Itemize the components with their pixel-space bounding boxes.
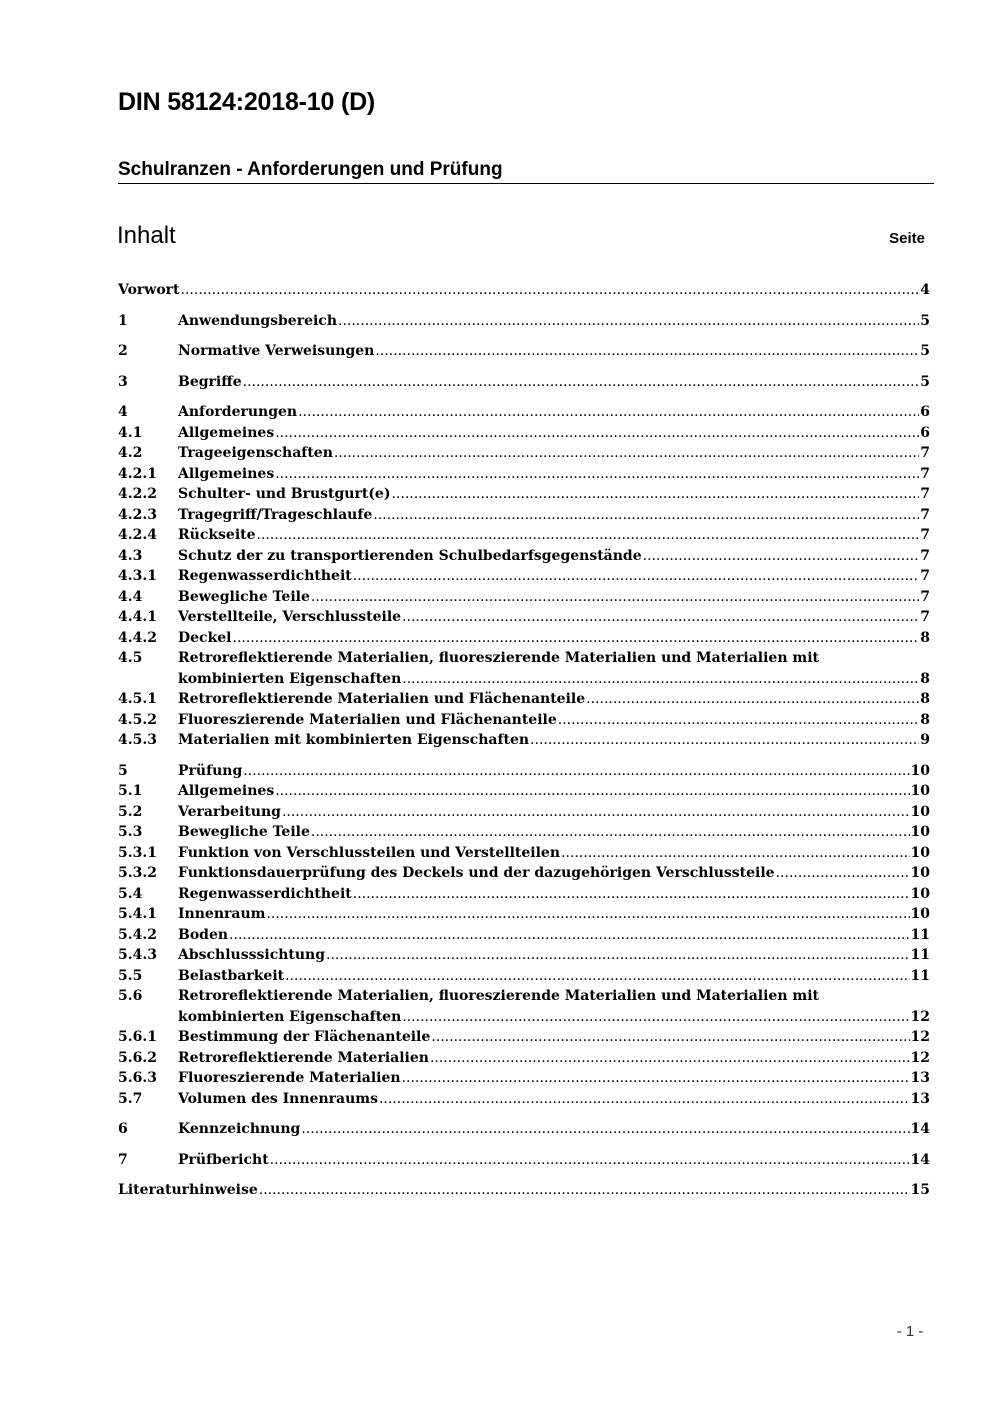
toc-entry-title-continuation: kombinierten Eigenschaften: [178, 1008, 402, 1025]
toc-entry[interactable]: [118, 464, 930, 485]
toc-entry-number: 3: [118, 373, 128, 390]
toc-entry[interactable]: [118, 1027, 930, 1048]
toc-entry[interactable]: [118, 311, 930, 332]
toc-entry-page: 10: [910, 906, 930, 922]
toc-dot-leader: [334, 443, 919, 464]
toc-entry-title: Schutz der zu transportierenden Schulbedarfsgegenstände: [178, 547, 642, 564]
toc-entry-number: 4.4: [118, 588, 143, 605]
toc-entry-page: 7: [920, 506, 930, 523]
toc-entry-number: 4.4.2: [118, 629, 157, 646]
toc-dot-leader: [311, 587, 919, 608]
toc-entry-page: 7: [920, 588, 930, 605]
toc-entry-title: Anwendungsbereich: [178, 312, 337, 329]
toc-dot-leader: [558, 710, 919, 731]
toc-entry-title: Anforderungen: [178, 404, 298, 420]
toc-dot-leader: [282, 802, 910, 823]
toc-dot-leader: [530, 730, 919, 751]
toc-entry-title: Retroreflektierende Materialien: [178, 1049, 429, 1066]
toc-entry-number: 5.3: [118, 824, 143, 840]
toc-entry-number: 5.6.1: [118, 1029, 157, 1045]
toc-dot-leader: [257, 525, 920, 546]
toc-entry[interactable]: [118, 689, 930, 710]
toc-entry-title: Materialien mit kombinierten Eigenschaften: [178, 732, 530, 748]
toc-entry-page: 9: [920, 732, 930, 748]
toc-entry[interactable]: [118, 822, 930, 843]
toc-entry[interactable]: [118, 781, 930, 802]
toc-dot-leader: [373, 505, 919, 526]
toc-entry[interactable]: [118, 863, 930, 884]
toc-entry-title: Verstellteile, Verschlussteile: [178, 609, 402, 625]
toc-entry-title: Kennzeichnung: [178, 1121, 301, 1137]
toc-entry-title: Fluoreszierende Materialien: [178, 1070, 401, 1086]
toc-entry[interactable]: [118, 372, 930, 393]
toc-entry-page: 5: [920, 343, 930, 359]
toc-entry-page: 8: [920, 691, 930, 707]
toc-entry-title: Innenraum: [178, 906, 266, 922]
toc-entry-title: Vorwort: [118, 282, 180, 298]
toc-dot-leader: [353, 566, 920, 587]
toc-entry-number: 5.5: [118, 967, 143, 984]
toc-heading: Inhalt: [117, 222, 176, 249]
toc-dot-leader: [391, 484, 919, 505]
toc-dot-leader: [353, 884, 910, 905]
toc-entry-page: 10: [910, 783, 930, 799]
document-title: Schulranzen - Anforderungen und Prüfung: [118, 159, 503, 180]
toc-entry[interactable]: [118, 1180, 930, 1201]
toc-entry-title: Tragegriff/Trageschlaufe: [178, 506, 373, 523]
toc-entry-page: 7: [920, 547, 930, 564]
toc-dot-leader: [311, 822, 910, 843]
toc-entry[interactable]: [118, 730, 930, 751]
toc-dot-leader: [275, 464, 919, 485]
toc-entry-number: 4.2.2: [118, 486, 157, 502]
toc-entry[interactable]: [118, 884, 930, 905]
toc-entry-number: 1: [118, 312, 128, 329]
toc-entry-title: Belastbarkeit: [178, 967, 285, 984]
toc-entry-page: 7: [920, 445, 930, 461]
toc-entry-title: Retroreflektierende Materialien, fluoreszierende Materialien und Materialien mit: [178, 650, 819, 666]
toc-entry[interactable]: [118, 443, 930, 464]
toc-entry-number: 4.3: [118, 547, 143, 564]
toc-entry-number: 4.2: [118, 445, 143, 461]
toc-entry-page: 10: [910, 885, 930, 902]
toc-entry-page: 10: [910, 844, 930, 861]
toc-entry-title: Allgemeines: [178, 465, 275, 482]
toc-dot-leader: [430, 1048, 910, 1069]
toc-entry-title: Prüfbericht: [178, 1151, 269, 1168]
toc-entry-title: Deckel: [178, 629, 232, 646]
toc-entry-number: 4.2.1: [118, 465, 157, 482]
toc-entry-page: 10: [910, 803, 930, 820]
toc-entry-number: 7: [118, 1151, 128, 1168]
toc-dot-leader: [379, 1089, 910, 1110]
toc-entry-number: 5.7: [118, 1090, 143, 1107]
toc-dot-leader: [229, 925, 909, 946]
toc-entry[interactable]: [118, 587, 930, 608]
toc-dot-leader: [259, 1180, 910, 1201]
toc-entry-title: Abschlusssichtung: [178, 947, 326, 963]
toc-entry[interactable]: [118, 986, 930, 1007]
toc-entry-page: 7: [920, 486, 930, 502]
toc-entry[interactable]: [118, 402, 930, 423]
toc-entry-number: 4: [118, 404, 128, 420]
title-divider: [118, 183, 934, 184]
toc-entry-title: Retroreflektierende Materialien, fluoreszierende Materialien und Materialien mit: [178, 988, 819, 1004]
toc-entry-number: 5.6.2: [118, 1049, 157, 1066]
toc-entry-title: Bewegliche Teile: [178, 824, 310, 840]
toc-entry[interactable]: [118, 628, 930, 649]
toc-entry-page: 4: [920, 282, 930, 298]
toc-entry-page: 8: [920, 670, 930, 687]
toc-entry-number: 4.4.1: [118, 609, 157, 625]
toc-dot-leader: [338, 311, 919, 332]
toc-entry[interactable]: [118, 761, 930, 782]
toc-entry-page: 5: [920, 312, 930, 329]
toc-entry-number: 4.2.4: [118, 527, 157, 543]
toc-dot-leader: [275, 781, 909, 802]
toc-dot-leader: [643, 546, 920, 567]
toc-entry-number: 4.5.1: [118, 691, 157, 707]
toc-dot-leader: [586, 689, 919, 710]
toc-entry-number: 5.2: [118, 803, 143, 820]
toc-entry-page: 6: [920, 424, 930, 441]
toc-entry[interactable]: [118, 423, 930, 444]
toc-entry[interactable]: [118, 945, 930, 966]
toc-entry-page: 11: [910, 926, 930, 943]
toc-entry-number: 5.4.2: [118, 926, 157, 943]
toc-entry-title: Literaturhinweise: [118, 1182, 258, 1198]
toc-entry-number: 4.3.1: [118, 568, 157, 584]
toc-entry-title: Funktion von Verschlussteilen und Verstellteilen: [178, 844, 560, 861]
table-of-contents: [118, 280, 930, 1201]
toc-dot-leader: [270, 1150, 910, 1171]
toc-entry-number: 5.6: [118, 988, 143, 1004]
toc-dot-leader: [301, 1119, 909, 1140]
toc-entry-number: 2: [118, 343, 128, 359]
toc-entry-number: 5.3.2: [118, 865, 157, 881]
toc-entry-title-continuation: kombinierten Eigenschaften: [178, 670, 402, 687]
toc-entry-title: Funktionsdauerprüfung des Deckels und der dazugehörigen Verschlussteile: [178, 865, 775, 881]
toc-entry[interactable]: [118, 802, 930, 823]
toc-entry-page: 15: [910, 1182, 930, 1198]
toc-entry[interactable]: [118, 607, 930, 628]
toc-entry[interactable]: [118, 966, 930, 987]
toc-dot-leader: [275, 423, 919, 444]
toc-entry-number: 5.4: [118, 885, 143, 902]
toc-entry-page: 7: [920, 609, 930, 625]
toc-dot-leader: [561, 843, 910, 864]
toc-entry-title: Regenwasserdichtheit: [178, 885, 352, 902]
toc-entry[interactable]: [118, 525, 930, 546]
toc-entry-number: 4.2.3: [118, 506, 157, 523]
toc-dot-leader: [375, 341, 919, 362]
toc-entry[interactable]: [118, 1089, 930, 1110]
toc-dot-leader: [233, 628, 920, 649]
toc-entry-page: 10: [910, 762, 930, 779]
toc-entry-page: 10: [910, 824, 930, 840]
toc-entry-number: 5.1: [118, 783, 143, 799]
toc-entry-page: 12: [910, 1008, 930, 1025]
toc-entry-number: 4.5: [118, 650, 143, 666]
toc-entry-page: 6: [920, 404, 930, 420]
toc-entry-page: 11: [910, 947, 930, 963]
toc-entry-number: 5.4.3: [118, 947, 157, 963]
toc-entry-title: Boden: [178, 926, 229, 943]
toc-entry-title: Schulter- und Brustgurt(e): [178, 486, 391, 502]
toc-dot-leader: [402, 1007, 909, 1028]
document-number: DIN 58124:2018-10 (D): [118, 88, 376, 116]
toc-dot-leader: [243, 372, 920, 393]
toc-entry-title: Volumen des Innenraums: [178, 1090, 378, 1107]
toc-entry-number: 6: [118, 1121, 128, 1137]
toc-entry-page: 8: [920, 629, 930, 646]
toc-dot-leader: [298, 402, 919, 423]
toc-entry[interactable]: [118, 546, 930, 567]
toc-entry-title: Normative Verweisungen: [178, 343, 375, 359]
toc-entry-continuation[interactable]: [118, 1007, 930, 1028]
toc-dot-leader: [431, 1027, 909, 1048]
toc-entry-page: 12: [910, 1049, 930, 1066]
toc-entry-page: 10: [910, 865, 930, 881]
toc-entry-number: 4.5.2: [118, 711, 157, 728]
toc-entry[interactable]: [118, 341, 930, 362]
toc-entry[interactable]: [118, 1048, 930, 1069]
toc-entry-title: Rückseite: [178, 527, 256, 543]
toc-entry-title: Regenwasserdichtheit: [178, 568, 352, 584]
toc-entry-number: 5: [118, 762, 128, 779]
toc-dot-leader: [776, 863, 910, 884]
toc-entry[interactable]: [118, 280, 930, 301]
toc-page-column-label: Seite: [889, 230, 925, 247]
toc-entry-page: 14: [910, 1121, 930, 1137]
toc-entry-title: Bewegliche Teile: [178, 588, 310, 605]
toc-entry-title: Prüfung: [178, 762, 243, 779]
toc-entry[interactable]: [118, 710, 930, 731]
toc-entry-title: Fluoreszierende Materialien und Flächenanteile: [178, 711, 557, 728]
toc-entry-number: 4.5.3: [118, 732, 157, 748]
toc-dot-leader: [181, 280, 920, 301]
toc-entry-number: 5.4.1: [118, 906, 157, 922]
toc-dot-leader: [243, 761, 909, 782]
toc-entry-title: Trageeigenschaften: [178, 445, 333, 461]
toc-dot-leader: [326, 945, 910, 966]
toc-entry[interactable]: [118, 1150, 930, 1171]
toc-entry-continuation[interactable]: [118, 669, 930, 690]
toc-entry-title: Begriffe: [178, 373, 242, 390]
toc-dot-leader: [402, 669, 919, 690]
toc-entry[interactable]: [118, 566, 930, 587]
toc-entry-number: 4.1: [118, 424, 143, 441]
toc-dot-leader: [402, 607, 919, 628]
toc-entry-page: 7: [920, 568, 930, 584]
toc-entry-page: 14: [910, 1151, 930, 1168]
toc-entry[interactable]: [118, 1119, 930, 1140]
toc-entry-page: 13: [910, 1070, 930, 1086]
toc-dot-leader: [285, 966, 909, 987]
toc-entry[interactable]: [118, 505, 930, 526]
toc-entry[interactable]: [118, 904, 930, 925]
toc-entry[interactable]: [118, 484, 930, 505]
toc-entry-title: Allgemeines: [178, 424, 275, 441]
toc-entry-page: 13: [910, 1090, 930, 1107]
toc-entry-number: 5.6.3: [118, 1070, 157, 1086]
toc-dot-leader: [266, 904, 909, 925]
toc-entry-title: Retroreflektierende Materialien und Flächenanteile: [178, 691, 586, 707]
toc-entry-page: 7: [920, 527, 930, 543]
page-number: - 1 -: [896, 1323, 924, 1340]
toc-entry-title: Bestimmung der Flächenanteile: [178, 1029, 431, 1045]
toc-entry-page: 7: [920, 465, 930, 482]
toc-entry-number: 5.3.1: [118, 844, 157, 861]
toc-entry-page: 11: [910, 967, 930, 984]
toc-entry[interactable]: [118, 1068, 930, 1089]
toc-entry-page: 12: [910, 1029, 930, 1045]
toc-entry-title: Allgemeines: [178, 783, 275, 799]
toc-dot-leader: [402, 1068, 910, 1089]
toc-entry-page: 8: [920, 711, 930, 728]
toc-entry-title: Verarbeitung: [178, 803, 281, 820]
toc-entry-page: 5: [920, 373, 930, 390]
toc-entry[interactable]: [118, 925, 930, 946]
toc-entry[interactable]: [118, 843, 930, 864]
toc-entry[interactable]: [118, 648, 930, 669]
